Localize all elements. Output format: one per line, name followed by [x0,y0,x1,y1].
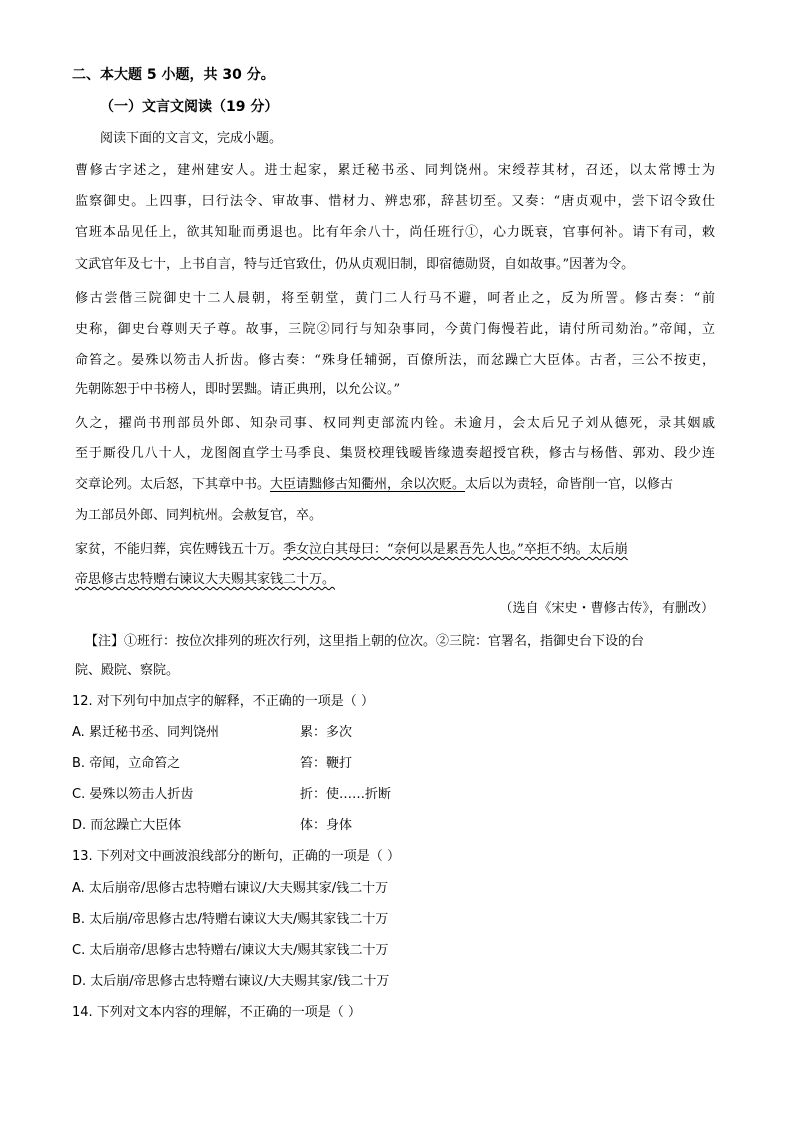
underlined-sentence: 大臣请黜修古知衢州，余以次贬。 [270,477,466,492]
passage-p2-line4: 先朝陈恕于中书榜人，即时罢黜。请正典刑，以允公议。” [75,382,401,397]
passage-p1-line1: 曹修古字述之，建州建安人。进士起家，累迁秘书丞、同判饶州。宋绶荐其材，召还，以太常博士为 [75,163,715,178]
section-subheading: （一）文言文阅读（19 分） [100,99,279,115]
q12-option-c-gloss: 折：使……折断 [300,787,392,802]
option-sentence: 而忿躁亡大臣体 [90,818,182,833]
passage-p3-line3-head: 交章论列。太后怒，下其章中书。 [75,477,271,492]
q13-option-d[interactable]: D. 太后崩/帝思修古忠特赠右谏议/大夫赐其家/钱二十万 [72,974,390,989]
option-sentence: 累迁秘书丞、同判饶州 [88,725,219,740]
option-sentence: 晏殊以笏击人折齿 [89,787,194,802]
section-heading: 二、本大题 5 小题，共 30 分。 [72,67,275,83]
passage-p2-line3: 命笞之。晏殊以笏击人折齿。修古奏：“殊身任辅弼，百僚所法，而忿躁亡大臣体。古者，三公不按吏， [75,353,715,368]
passage-p1-line4: 文武官年及七十，上书自言，特与迁官致仕，仍从贞观旧制，即宿德勋贤，自如故事。”因著为令。 [75,257,635,272]
q13-option-c[interactable]: C. 太后崩帝/思修古忠特赠右/谏议大夫/赐其家钱二十万 [72,943,389,958]
q13-option-a[interactable]: A. 太后崩帝/思修古忠特赠右谏议/大夫赐其家/钱二十万 [72,881,389,896]
q12-option-b[interactable] [72,755,180,773]
passage-p3-line3-tail: 太后以为责轻，命皆削一官，以修古 [465,477,674,492]
q12-option-d[interactable] [72,817,181,835]
option-sentence: 帝闻，立命笞之 [89,756,181,771]
passage-p1-line2: 监察御史。上四事，曰行法令、审故事、惜材力、辨忠邪，辞甚切至。又奏：“唐贞观中，尝下诏令致仕 [75,194,715,209]
reading-instruction: 阅读下面的文言文，完成小题。 [100,131,283,146]
q12-option-a-gloss: 累：多次 [300,725,353,740]
passage-p4-line1 [75,541,715,559]
annotation-note-line2: 院、殿院、察院。 [75,663,180,678]
passage-p1-line3: 官班本品见任上，欲其知耻而勇退也。比有年余八十，尚任班行①，心力既衰，官事何补。请下有司，敕 [75,225,715,240]
passage-p4-line1-head: 家贫，不能归葬，宾佐赙钱五十万。 [75,542,284,557]
passage-p2-line2: 史称，御史台尊则天子尊。故事，三院②同行与知杂事同，今黄门侮慢若此，请付所司劾治。”帝闻，立 [75,322,715,337]
option-label: D. [72,818,87,833]
source-citation: （选自《宋史・曹修古传》，有删改） [499,601,714,616]
passage-p3-line1: 久之，擢尚书刑部员外郎、知杂司事、权同判吏部流内铨。未逾月，会太后兄子刘从德死，录其姻戚 [75,416,715,431]
option-label: B. [72,756,86,771]
q12-option-d-gloss: 体：身体 [300,818,353,833]
passage-p2-line1: 修古尝偕三院御史十二人晨朝，将至朝堂，黄门二人行马不避，呵者止之，反为所詈。修古奏：“前 [75,291,715,306]
passage-p3-line4: 为工部员外郎、同判杭州。会赦复官，卒。 [75,508,323,523]
option-label: A. [72,725,85,740]
passage-p3-line2: 至于厮役几八十人，龙图阁直学士马季良、集贤校理钱暧皆缘遗奏超授官秩，修古与杨偕、郭劝、段少连 [75,446,715,461]
q12-option-c[interactable] [72,786,193,804]
question-12-stem: 12. 对下列句中加点字的解释，不正确的一项是（ ） [72,694,374,709]
q12-option-b-gloss: 笞：鞭打 [300,756,353,771]
question-14-stem: 14. 下列对文本内容的理解，不正确的一项是（ ） [72,1005,361,1020]
q13-option-b[interactable]: B. 太后崩/帝思修古忠/特赠右谏议大夫/赐其家钱二十万 [72,912,389,927]
option-label: C. [72,787,86,802]
passage-p4-line2 [75,571,335,589]
q12-option-a[interactable] [72,724,219,742]
question-13-stem: 13. 下列对文中画波浪线部分的断句，正确的一项是（ ） [72,849,400,864]
passage-p3-line3 [75,476,715,494]
annotation-note-line1: 【注】①班行：按位次排列的班次行列，这里指上朝的位次。②三院：官署名，指御史台下设的台 [85,634,645,649]
wavy-underlined-text-2: 帝思修古忠特赠右谏议大夫赐其家钱二十万。 [75,572,336,587]
wavy-underlined-text: 季女泣白其母曰：“奈何以是累吾先人也。”卒拒不纳。太后崩 [283,542,628,557]
